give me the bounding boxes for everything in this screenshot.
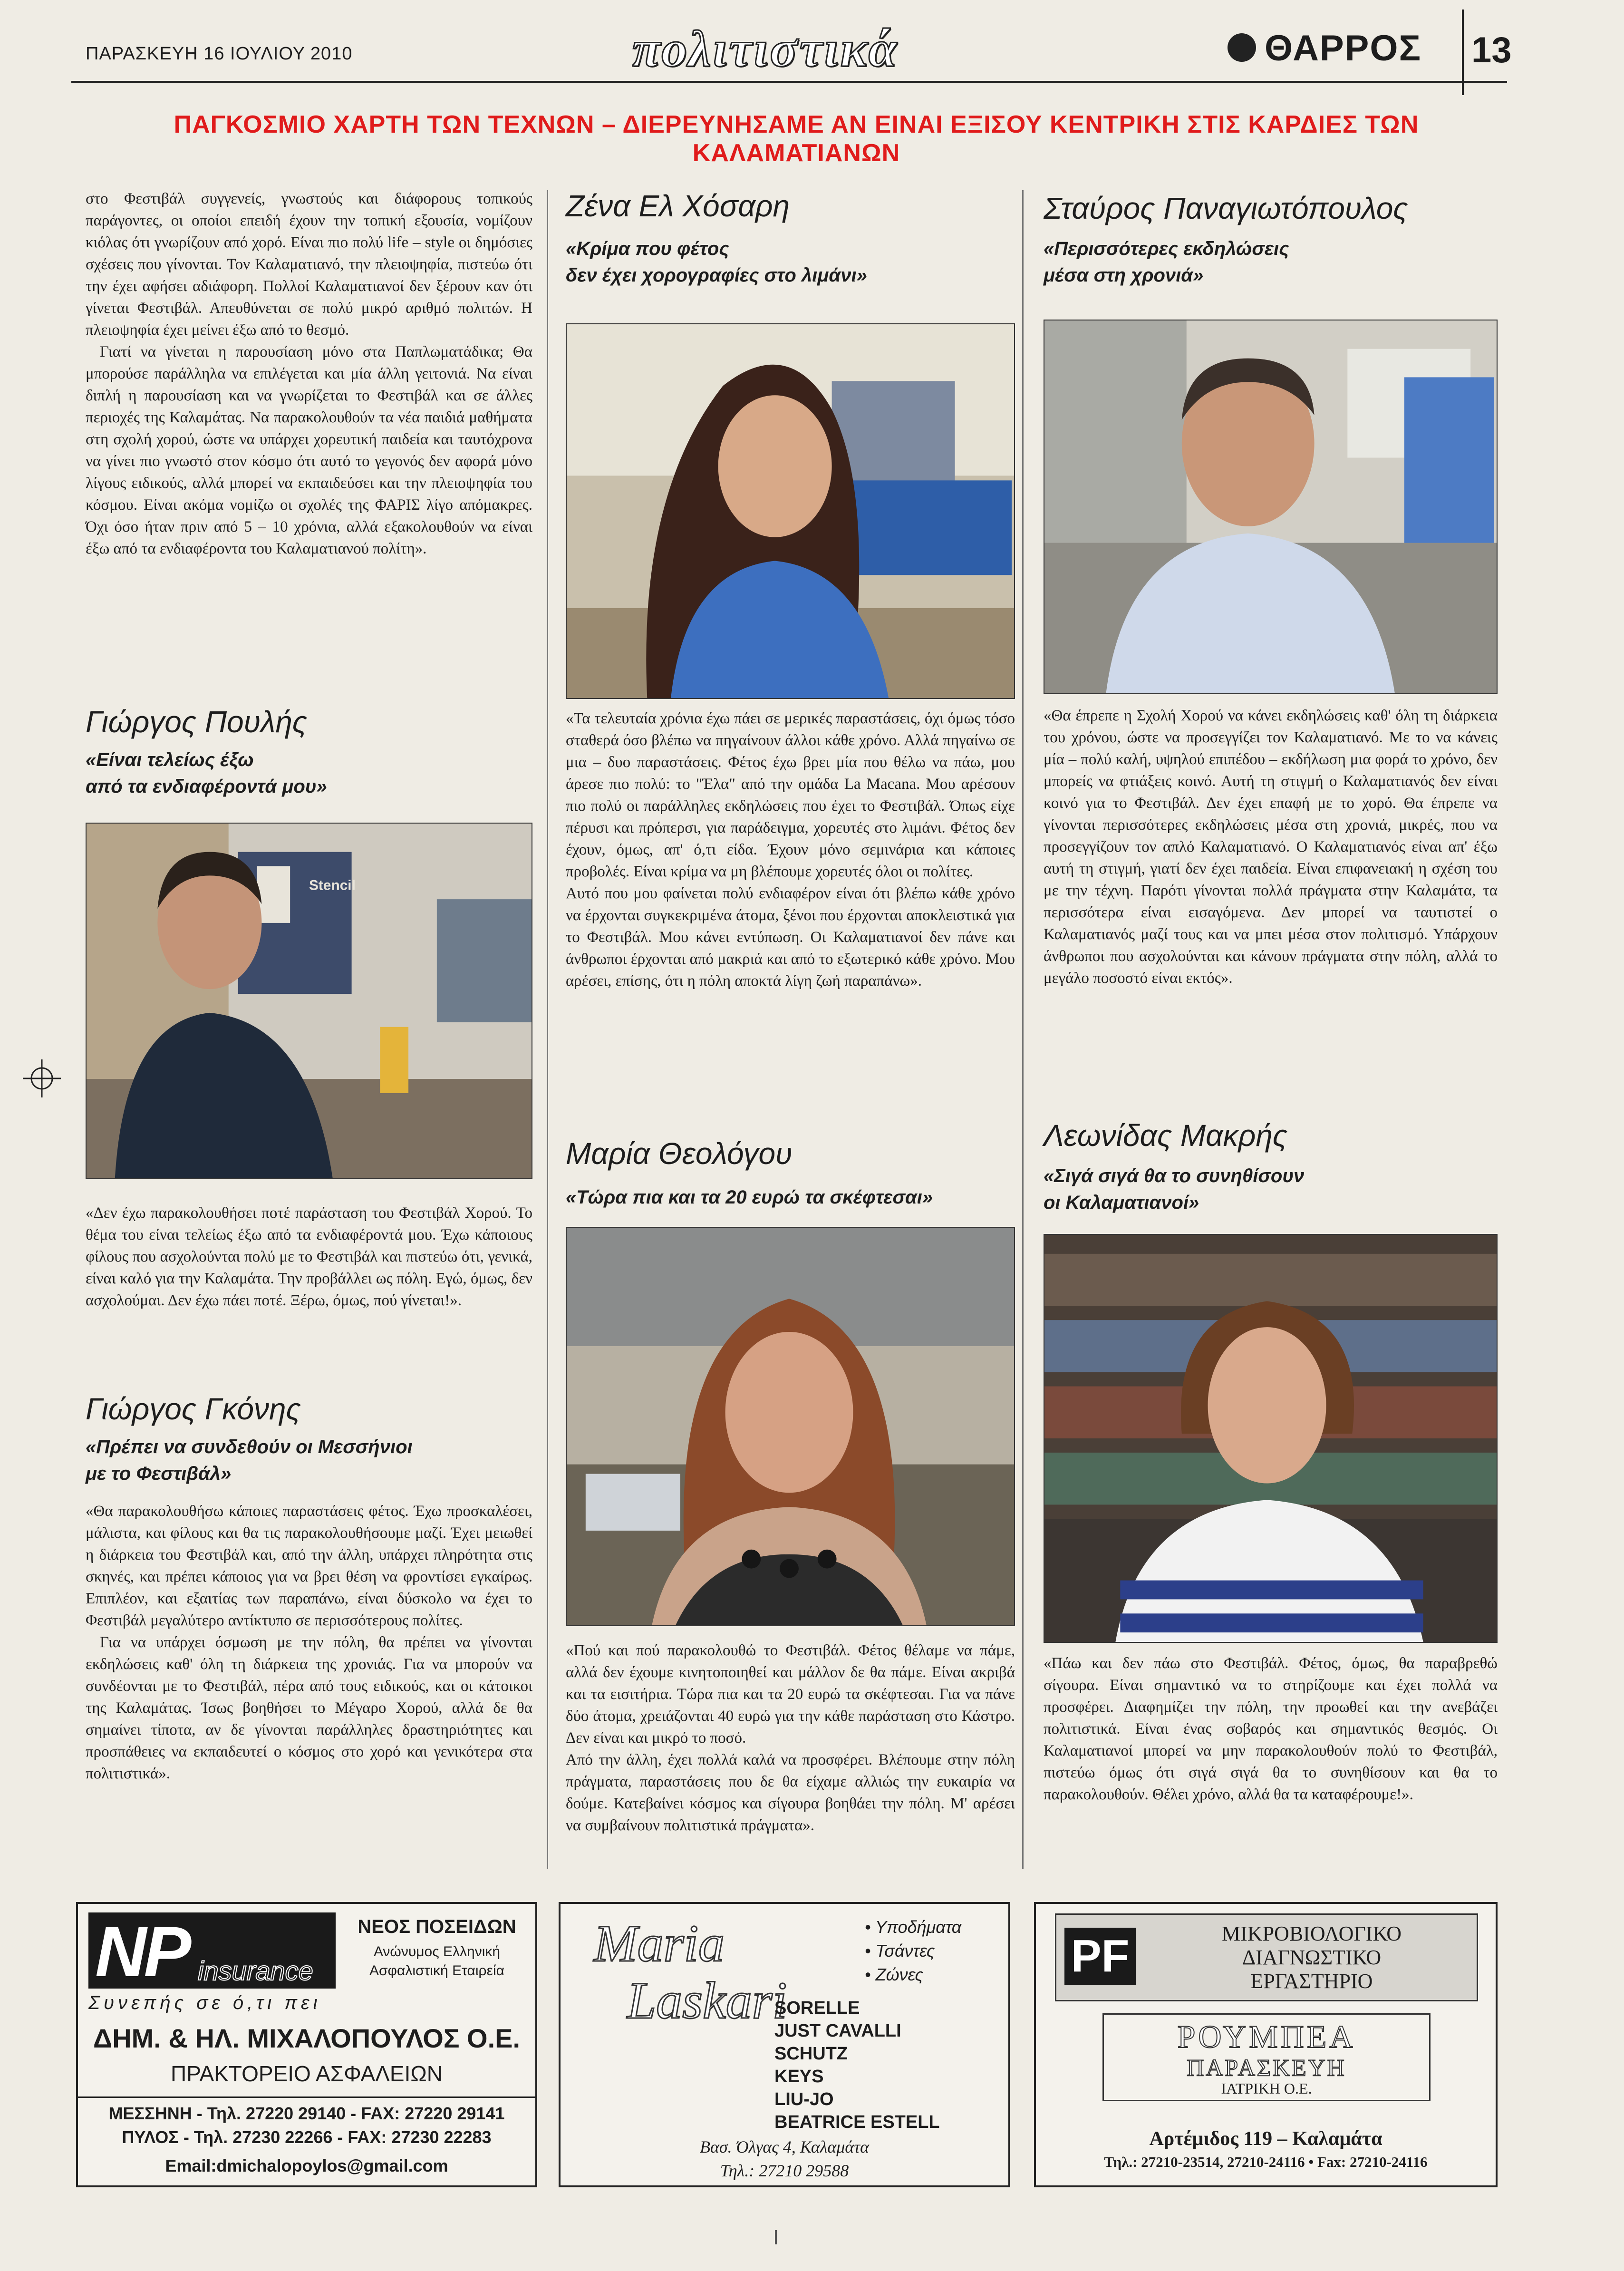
lab-title-line: ΕΡΓΑΣΤΗΡΙΟ <box>1250 1970 1373 1993</box>
answer-paragraph: «Θα έπρεπε η Σχολή Χορού να κάνει εκδηλώσεις καθ' όλη τη διάρκεια του χρόνου, ώστε να προσεγγίζει τον Καλαματιανό. Με το να κάνεις μία – πολύ καλή, υψηλού επιπέδου – εκδήλωση μια φορά το χρόνο, δεν μπορείς να φτιάξεις κοινό. Αυτή τη στιγμή ο Καλαματιανός δεν είναι κοινό για το Φεστιβάλ. Δεν έχει επαφή με το χορό. Θα έπρεπε να γίνονται περισσότερες εκδηλώσεις μέσα στη χρονιά, μικρές, που να προσεγγίζουν τον απλό Καλαματιανό. Ο Καλαματιανός είναι απ' έξω αυτή τη στιγμή, γιατί δεν έχει παιδεία. Είναι επιφανειακή η σχέση του με την τέχνη. Παρότι γίνονται πολλά πράγματα στην Καλαμάτα, τα περισσότερα είναι εισαγόμενα. Δεν μπορεί να ταυτιστεί ο Καλαματιανός μαζί τους και να μπει μέσα στον πολιτισμό. Υπάρχουν άνθρωποι που ασχολούνται και κάνουν πράγματα στην πόλη, αλλά το μεγάλο ποσοστό είναι εκτός». <box>1044 707 1498 987</box>
interview-answer <box>1044 705 1498 989</box>
interviewee-name: Λεωνίδας Μακρής <box>1044 1118 1287 1153</box>
lab-logo: PF <box>1064 1928 1136 1985</box>
section-title: πολιτιστικά <box>632 21 899 78</box>
article-continued <box>86 188 532 560</box>
interview-headline <box>1044 1163 1498 1216</box>
interviewee-name: Μαρία Θεολόγου <box>566 1136 793 1171</box>
svg-text:Stencil: Stencil <box>309 877 356 893</box>
headline-line: δεν έχει χορογραφίες στο λιμάνι» <box>566 265 867 286</box>
interview-headline <box>86 747 532 800</box>
interview-answer <box>86 1500 532 1785</box>
answer-paragraph: «Θα παρακολουθήσω κάποιες παραστάσεις φέτος. Έχω προσκαλέσει, μάλιστα, και φίλους και θα τις παρακολουθήσουμε μαζί. Έχει μειωθεί η διάρκεια του Φεστιβάλ και, από την άλλη, υπάρχει πληρότητα στις σκηνές, και πρέπει κάποιος για να βρει θέση να φροντίσει εγκαίρως. Επιπλέον, και εξαιτίας των παραπάνω, είναι δύσκολο να έχει το Φεστιβάλ μεγαλύτερο αντίκτυπο σε περισσότερους πολίτες. <box>86 1503 532 1629</box>
topic-banner: ΠΑΓΚΟΣΜΙΟ ΧΑΡΤΗ ΤΩΝ ΤΕΧΝΩΝ – ΔΙΕΡΕΥΝΗΣΑΜΕ ΑΝ ΕΙΝΑΙ ΕΞΙΣΟΥ ΚΕΝΤΡΙΚΗ ΣΤΙΣ ΚΑΡΔΙΕΣ ΤΩΝ ΚΑΛΑΜΑΤΙΑΝΩΝ <box>174 111 1419 167</box>
column-rule <box>1022 190 1024 1869</box>
headline-line: οι Καλαματιανοί» <box>1044 1192 1199 1213</box>
insurance-email[interactable]: Email:dmichalopoylos@gmail.com <box>165 2156 448 2175</box>
registration-mark-icon <box>23 1059 61 1097</box>
interviewee-photo <box>86 823 532 1179</box>
insurance-slogan: Συνεπής σε ό,τι πει <box>88 1992 321 2013</box>
insurance-company: ΝΕΟΣ ΠΟΣΕΙΔΩΝ <box>358 1916 516 1937</box>
shoes-categories <box>865 1915 961 1987</box>
insurance-agent: ΔΗΜ. & ΗΛ. ΜΙΧΑΛΟΠΟΥΛΟΣ Ο.Ε. <box>93 2023 521 2053</box>
interviewee-name: Σταύρος Παναγιωτόπουλος <box>1044 191 1408 225</box>
headline-line: «Κρίμα που φέτος <box>566 238 729 259</box>
interview-headline <box>1044 235 1495 289</box>
interviewee-photo <box>566 323 1015 699</box>
interview-answer <box>566 708 1015 992</box>
interview-headline <box>86 1434 532 1487</box>
interview-answer <box>86 1202 532 1311</box>
newspaper-name: ΘΑΡΡΟΣ <box>1265 28 1422 68</box>
insurance-ad <box>76 1902 537 2187</box>
shoes-ad <box>559 1902 1010 2187</box>
lab-phone: Τηλ.: 27210-23514, 27210-24116 • Fax: 27210-24116 <box>1104 2154 1428 2170</box>
brand-item: KEYS <box>774 2067 824 2087</box>
interviewee-photo <box>566 1227 1015 1626</box>
masthead-rule <box>71 81 1507 83</box>
lab-title-line: ΜΙΚΡΟΒΙΟΛΟΓΙΚΟ <box>1222 1922 1402 1945</box>
answer-paragraph: Αυτό που μου φαίνεται πολύ ενδιαφέρον είναι ότι βλέπω κάθε χρόνο να έρχονται συγκεκριμένα άτομα, ξένοι που έρχονται αποκλειστικά για το Φεστιβάλ. Μου κάνει εντύπωση. Οι Καλαματιανοί δεν πάνε και άνθρωποι έρχονται από μακριά και από το εξωτερικό κάθε χρόνο. Μου αρέσει, επίσης, ότι η πόλη αποκτά λίγη ζωή παραπάνω». <box>566 885 1015 990</box>
answer-paragraph: «Πού και πού παρακολουθώ το Φεστιβάλ. Φέτος θέλαμε να πάμε, αλλά δεν έχουμε κινητοποιηθεί και μάλλον δε θα πάμε. Είναι ακριβά και τα εισιτήρια. Τώρα πια και τα 20 ευρώ τα σκέφτεσαι. Για να πάνε δύο άτομα, χρειάζονται 40 ευρώ για την κάθε παράσταση στο Κάστρο. Δεν είναι και μικρό το ποσό. <box>566 1642 1015 1747</box>
article-paragraph: στο Φεστιβάλ συγγενείς, γνωστούς και διάφορους τοπικούς παράγοντες, οι οποίοι επειδή έχουν την τοπική εξουσία, νομίζουν κιόλας ότι γνωρίζουν από χορό. Είναι πιο πολύ life – style οι δημόσιες σχέσεις που γίνονται. Τον Καλαματιανό, την πλειοψηφία, πιστεύω ότι την έχει αφήσει αδιάφορη. Πολλοί Καλαματιανοί δεν ξέρουν καν ότι γίνεται Φεστιβάλ. Απευθύνεται σε πολύ μικρό αριθμό πολιτών. Η πλειοψηφία έχει μείνει έξω από το θεσμό. <box>86 190 532 339</box>
interviewee-photo <box>1044 320 1498 694</box>
headline-line: «Είναι τελείως έξω <box>86 749 254 770</box>
insurance-logo: NP <box>95 1912 189 1991</box>
answer-paragraph: «Τα τελευταία χρόνια έχω πάει σε μερικές παραστάσεις, όχι όμως τόσο σταθερά όσο βλέπω να πηγαίνουν άλλοι κάθε χρόνο. Αλλά πηγαίνω σε μια – δυο παραστάσεις. Φέτος έχω βρει μία που θέλω να πάω, μου άρεσε πιο πολύ: το "Έλα" από την ομάδα La Macana. Μου αρέσουν πιο πολύ οι παράλληλες εκδηλώσεις που έχει το Φεστιβάλ. Όπως είχε πέρυσι και πρόπερσι, για παράδειγμα, χορευτές στο λιμάνι. Φέτος δεν έχουν, όμως, απ' ό,τι είδα. Έχουν μόνο σεμινάρια και κάποιες προβολές. Είναι κρίμα να μη βλέπουμε χορευτές όλοι οι πολίτες. <box>566 710 1015 880</box>
lab-owner-name: ΠΑΡΑΣΚΕΥΗ <box>1187 2054 1346 2081</box>
brand-item: LIU-JO <box>774 2089 834 2109</box>
shoes-brand: Laskari <box>627 1971 787 2029</box>
column-rule <box>547 190 548 1869</box>
insurance-phone: ΠΥΛΟΣ - Τηλ. 27230 22266 - FAX: 27230 22283 <box>122 2127 492 2147</box>
interview-headline <box>566 1184 1015 1211</box>
interviewee-name: Γιώργος Γκόνης <box>86 1392 301 1426</box>
insurance-logo-sub: insurance <box>198 1956 313 1986</box>
insurance-company-sub: Ασφαλιστική Εταιρεία <box>369 1963 504 1979</box>
brand-item: JUST CAVALLI <box>774 2021 901 2041</box>
headline-line: «Σιγά σιγά θα το συνηθίσουν <box>1044 1165 1305 1186</box>
print-mark <box>775 2230 777 2244</box>
answer-paragraph: «Πάω και δεν πάω στο Φεστιβάλ. Φέτος, όμως, θα παραβρεθώ σίγουρα. Είναι σημαντικό να το στηρίζουμε και έχει πολλά να προσφέρει. Διαφημίζει την πόλη, την προωθεί και την ανεβάζει πολιτιστικά. Είναι ένας σοβαρός και σημαντικός θεσμός. Οι Καλαματιανοί μπορεί να μην παρακολουθούν πολύ το Φεστιβάλ, πιστεύω όμως ότι σιγά σιγά θα το συνηθίσουν και θα το παρακολουθούν. Θέλει χρόνο, αλλά θα τα καταφέρουμε!». <box>1044 1655 1498 1803</box>
category-item: • Ζώνες <box>865 1965 923 1984</box>
insurance-phone: ΜΕΣΣΗΝΗ - Τηλ. 27220 29140 - FAX: 27220 29141 <box>108 2104 505 2123</box>
brand-item: BEATRICE ESTELL <box>774 2112 940 2132</box>
insurance-company-sub: Ανώνυμος Ελληνική <box>373 1944 501 1960</box>
newspaper-logo-icon <box>1228 33 1256 62</box>
headline-line: «Περισσότερες εκδηλώσεις <box>1044 238 1289 259</box>
lab-owner-name: ΡΟΥΜΠΕΑ <box>1177 2019 1356 2055</box>
shoes-address: Βασ. Όλγας 4, Καλαμάτα <box>699 2137 870 2156</box>
lab-title <box>1150 1922 1473 1993</box>
category-item: • Υποδήματα <box>865 1917 962 1937</box>
article-paragraph: Γιατί να γίνεται η παρουσίαση μόνο στα Παπλωματάδικα; Θα μπορούσε παράλληλα να επιλέγεται και μία άλλη γειτονιά. Να είναι διπλή η παρουσίαση και να γνωρίζεται το Φεστιβάλ και σε άλλες περιοχές της Καλαμάτας. Να παρακολουθούν τα νέα παιδιά μαθήματα στη σχολή χορού, ώστε να υπάρχει χορευτική παιδεία και ταυτόχρονα να γίνει πιο γνωστό στον κόσμο ότι αυτό το γεγονός δεν αφορά μόνο λίγους ειδικούς, αλλά μπορεί να εκπαιδεύσει και την πλειοψηφία του κόσμου. Είναι ακόμα νομίζω οι σχολές της ΦΑΡΙΣ λίγο απόμακρες. Όχι όσο ήταν πριν από 5 – 10 χρόνια, αλλά εξακολουθούν να είναι έξω από τα ενδιαφέροντα του Καλαματιανού πολίτη». <box>86 343 532 557</box>
headline-line: «Πρέπει να συνδεθούν οι Μεσσήνιοι <box>86 1436 413 1457</box>
issue-date: ΠΑΡΑΣΚΕΥΗ 16 ΙΟΥΛΙΟΥ 2010 <box>86 44 353 64</box>
shoes-brand-list <box>774 1997 940 2134</box>
headline-line: «Τώρα πια και τα 20 ευρώ τα σκέφτεσαι» <box>566 1187 933 1208</box>
lab-company-type: ΙΑΤΡΙΚΗ Ο.Ε. <box>1221 2080 1312 2097</box>
headline-line: μέσα στη χρονιά» <box>1044 265 1204 286</box>
lab-address: Αρτέμιδος 119 – Καλαμάτα <box>1149 2128 1382 2150</box>
category-item: • Τσάντες <box>865 1941 935 1960</box>
insurance-agent-sub: ΠΡΑΚΤΟΡΕΙΟ ΑΣΦΑΛΕΙΩΝ <box>170 2061 443 2086</box>
answer-paragraph: Από την άλλη, έχει πολλά καλά να προσφέρει. Βλέπουμε στην πόλη πράγματα, παραστάσεις που δε θα είχαμε αλλιώς την ευκαιρία να δούμε. Κατεβαίνει κόσμος και σίγουρα βοηθάει την πόλη. Μ' αρέσει να συμβαίνουν πολιτιστικά πράγματα». <box>566 1751 1015 1834</box>
ad-divider <box>78 2096 535 2098</box>
interview-answer <box>1044 1652 1498 1805</box>
headline-line: με το Φεστιβάλ» <box>86 1463 232 1484</box>
lab-title-line: ΔΙΑΓΝΩΣΤΙΚΟ <box>1242 1946 1382 1969</box>
interview-headline <box>566 235 1013 289</box>
answer-paragraph: Για να υπάρχει όσμωση με την πόλη, θα πρέπει να γίνονται εκδηλώσεις καθ' όλη τη διάρκεια της χρονιάς. Για να μπορούν να συνδέονται με το Φεστιβάλ, πέρα από τους ειδικούς, και οι κάτοικοι της Καλαμάτας. Ίσως βοηθήσει το Μέγαρο Χορού, αλλά δε θα σημαίνει τίποτα, αν δε γίνονται παράλληλες δραστηριότητες και προσπάθειες να εκπαιδευτεί ο κόσμος στο χορό και γενικότερα στα πολιτιστικά». <box>86 1634 532 1782</box>
brand-item: SORELLE <box>774 1998 860 2018</box>
brand-item: SCHUTZ <box>774 2044 848 2064</box>
shoes-phone: Τηλ.: 27210 29588 <box>720 2161 849 2180</box>
interviewee-photo <box>1044 1234 1498 1643</box>
answer-paragraph: «Δεν έχω παρακολουθήσει ποτέ παράσταση του Φεστιβάλ Χορού. Το θέμα του είναι τελείως έξω από τα ενδιαφέροντά μου. Έχω κάποιους φίλους που ασχολούνται πολύ με το Φεστιβάλ και πιστεύω ότι, γενικά, είναι καλό για την Καλαμάτα. Την προβάλλει ως πόλη. Εγώ, όμως, δεν ασχολούμαι. Δεν έχω πάει ποτέ. Ξέρω, όμως, πού γίνεται!». <box>86 1204 532 1309</box>
interviewee-name: Γιώργος Πουλής <box>86 705 308 739</box>
shoes-brand: Maria <box>594 1914 725 1972</box>
interview-answer <box>566 1640 1015 1836</box>
insurance-logo-box <box>88 1912 336 1989</box>
interviewee-name: Ζένα Ελ Χόσαρη <box>566 189 790 223</box>
page-number: 13 <box>1471 30 1512 70</box>
lab-ad <box>1034 1902 1498 2187</box>
headline-line: από τα ενδιαφέροντά μου» <box>86 776 327 797</box>
